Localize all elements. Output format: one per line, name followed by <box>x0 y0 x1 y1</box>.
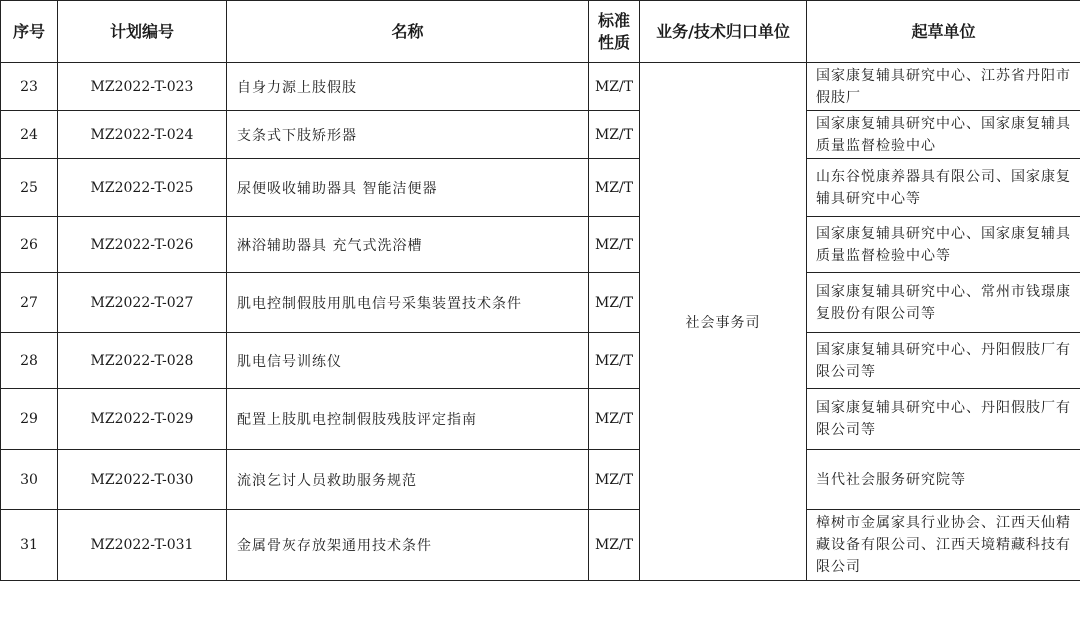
row-plan-no: MZ2022-T-025 <box>58 159 227 217</box>
table-row <box>1 450 1080 510</box>
row-plan-no: MZ2022-T-031 <box>58 510 227 581</box>
table-row <box>1 273 1080 333</box>
table-row <box>1 217 1080 273</box>
row-name: 配置上肢肌电控制假肢残肢评定指南 <box>227 389 589 450</box>
table-row <box>1 63 1080 111</box>
row-drafter: 当代社会服务研究院等 <box>807 450 1080 510</box>
row-plan-no: MZ2022-T-027 <box>58 273 227 333</box>
header-name: 名称 <box>227 1 589 63</box>
row-plan-no: MZ2022-T-029 <box>58 389 227 450</box>
row-seq: 28 <box>1 333 58 389</box>
table-row <box>1 111 1080 159</box>
row-name: 淋浴辅助器具 充气式洗浴槽 <box>227 217 589 273</box>
row-nature: MZ/T <box>589 389 640 450</box>
row-nature: MZ/T <box>589 450 640 510</box>
row-name: 肌电信号训练仪 <box>227 333 589 389</box>
row-name: 肌电控制假肢用肌电信号采集装置技术条件 <box>227 273 589 333</box>
table-row <box>1 510 1080 581</box>
row-name: 支条式下肢矫形器 <box>227 111 589 159</box>
row-plan-no: MZ2022-T-028 <box>58 333 227 389</box>
row-nature: MZ/T <box>589 111 640 159</box>
row-name: 金属骨灰存放架通用技术条件 <box>227 510 589 581</box>
row-plan-no: MZ2022-T-024 <box>58 111 227 159</box>
row-nature: MZ/T <box>589 159 640 217</box>
row-seq: 29 <box>1 389 58 450</box>
row-nature: MZ/T <box>589 510 640 581</box>
row-seq: 30 <box>1 450 58 510</box>
row-plan-no: MZ2022-T-023 <box>58 63 227 111</box>
header-nature-line2: 性质 <box>597 32 630 52</box>
row-drafter: 国家康复辅具研究中心、丹阳假肢厂有限公司等 <box>807 389 1080 450</box>
row-seq: 31 <box>1 510 58 581</box>
row-drafter: 国家康复辅具研究中心、江苏省丹阳市假肢厂 <box>807 63 1080 111</box>
header-nature-line1: 标准 <box>597 10 630 30</box>
row-nature: MZ/T <box>589 333 640 389</box>
row-seq: 24 <box>1 111 58 159</box>
header-nature <box>589 1 640 63</box>
header-seq: 序号 <box>1 1 58 63</box>
row-name: 尿便吸收辅助器具 智能洁便器 <box>227 159 589 217</box>
table-row <box>1 159 1080 217</box>
row-drafter: 国家康复辅具研究中心、常州市钱璟康复股份有限公司等 <box>807 273 1080 333</box>
shared-dept-cell: 社会事务司 <box>640 63 807 581</box>
row-name: 自身力源上肢假肢 <box>227 63 589 111</box>
row-seq: 23 <box>1 63 58 111</box>
row-seq: 26 <box>1 217 58 273</box>
header-plan-no: 计划编号 <box>58 1 227 63</box>
table-row <box>1 389 1080 450</box>
row-plan-no: MZ2022-T-026 <box>58 217 227 273</box>
row-drafter: 国家康复辅具研究中心、丹阳假肢厂有限公司等 <box>807 333 1080 389</box>
row-drafter: 国家康复辅具研究中心、国家康复辅具质量监督检验中心等 <box>807 217 1080 273</box>
header-row <box>1 1 1080 63</box>
row-nature: MZ/T <box>589 273 640 333</box>
row-seq: 25 <box>1 159 58 217</box>
row-nature: MZ/T <box>589 63 640 111</box>
row-nature: MZ/T <box>589 217 640 273</box>
row-name: 流浪乞讨人员救助服务规范 <box>227 450 589 510</box>
row-drafter: 国家康复辅具研究中心、国家康复辅具质量监督检验中心 <box>807 111 1080 159</box>
header-dept: 业务/技术归口单位 <box>640 1 807 63</box>
header-drafter: 起草单位 <box>807 1 1080 63</box>
row-drafter: 樟树市金属家具行业协会、江西天仙精藏设备有限公司、江西天境精藏科技有限公司 <box>807 510 1080 581</box>
row-seq: 27 <box>1 273 58 333</box>
row-drafter: 山东谷悦康养器具有限公司、国家康复辅具研究中心等 <box>807 159 1080 217</box>
table-row <box>1 333 1080 389</box>
row-plan-no: MZ2022-T-030 <box>58 450 227 510</box>
